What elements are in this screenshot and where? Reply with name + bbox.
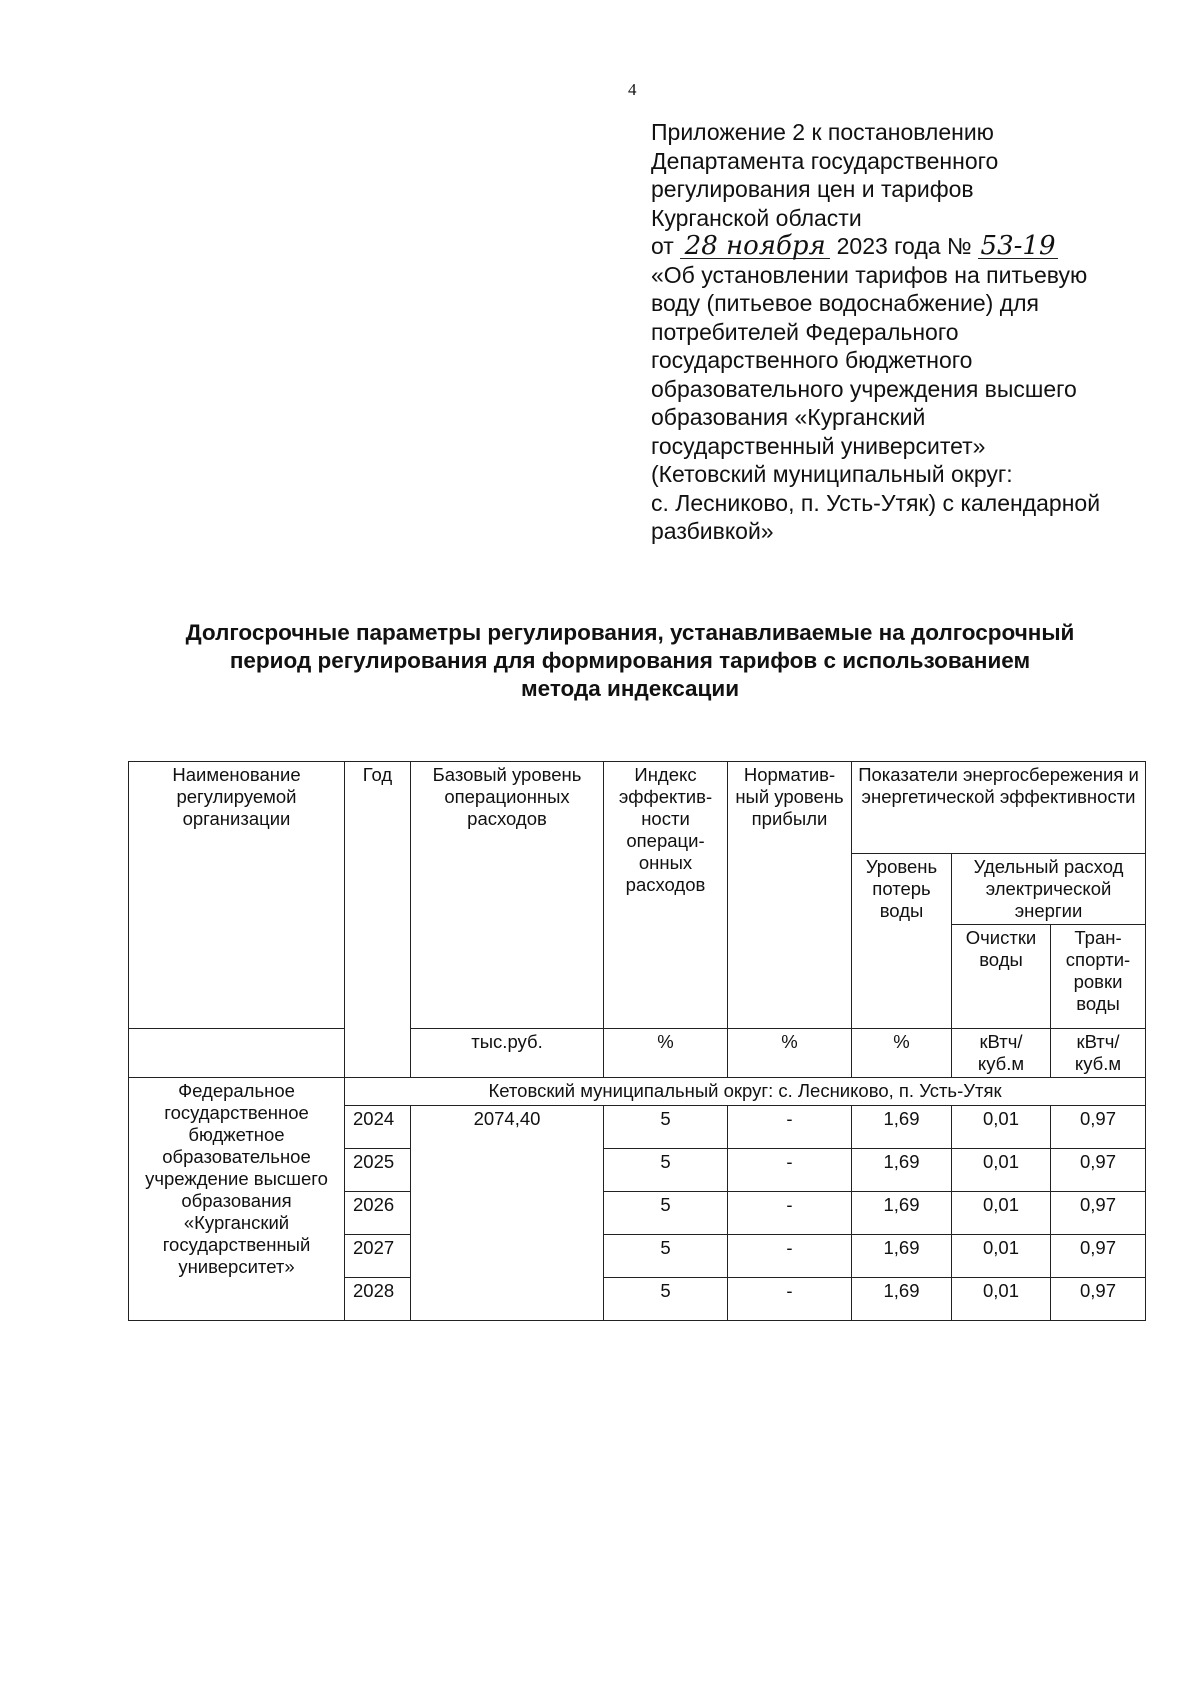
cleaning-cell: 0,01 bbox=[952, 1149, 1051, 1192]
losses-cell: 1,69 bbox=[852, 1149, 952, 1192]
cleaning-cell: 0,01 bbox=[952, 1192, 1051, 1235]
units-cleaning: кВтч/ куб.м bbox=[952, 1029, 1051, 1078]
page-number: 4 bbox=[628, 80, 637, 99]
appendix-line: (Кетовский муниципальный округ: bbox=[651, 461, 1013, 487]
appendix-block bbox=[651, 118, 1151, 546]
year-cell: 2024 bbox=[345, 1106, 411, 1149]
appendix-line: разбивкой» bbox=[651, 518, 774, 544]
profit-cell: - bbox=[728, 1192, 852, 1235]
profit-cell: - bbox=[728, 1235, 852, 1278]
header-losses: Уровень потерь воды bbox=[852, 854, 952, 1029]
parameters-table bbox=[128, 761, 1146, 1321]
appendix-line: образования «Курганский bbox=[651, 404, 926, 430]
header-base: Базовый уровень операционных расходов bbox=[411, 762, 604, 1029]
index-cell: 5 bbox=[604, 1278, 728, 1321]
appendix-line: «Об установлении тарифов на питьевую bbox=[651, 261, 1088, 288]
transport-cell: 0,97 bbox=[1051, 1106, 1146, 1149]
header-org: Наименование регулируемой организации bbox=[129, 762, 345, 1029]
title-line: период регулирования для формирования тарифов с использованием bbox=[229, 648, 1031, 673]
base-value-cell: 2074,40 bbox=[411, 1106, 604, 1321]
header-transport: Тран- спорти- ровки воды bbox=[1051, 925, 1146, 1029]
title-line: Долгосрочные параметры регулирования, устанавливаемые на долгосрочный bbox=[185, 620, 1075, 645]
appendix-line: с. Лесниково, п. Усть-Утяк) с календарной bbox=[651, 489, 1101, 516]
appendix-date-line bbox=[651, 232, 1151, 261]
transport-cell: 0,97 bbox=[1051, 1149, 1146, 1192]
header-electricity: Удельный расход электрической энергии bbox=[952, 854, 1146, 925]
units-index: % bbox=[604, 1029, 728, 1078]
year-cell: 2025 bbox=[345, 1149, 411, 1192]
appendix-line: воду (питьевое водоснабжение) для bbox=[651, 290, 1039, 316]
transport-cell: 0,97 bbox=[1051, 1278, 1146, 1321]
profit-cell: - bbox=[728, 1106, 852, 1149]
date-prefix: от bbox=[651, 233, 674, 259]
handwritten-number: 53-19 bbox=[978, 234, 1058, 259]
appendix-line: государственный университет» bbox=[651, 432, 986, 459]
units-profit: % bbox=[728, 1029, 852, 1078]
date-suffix: 2023 года № bbox=[836, 233, 972, 259]
region-name: Кетовский муниципальный округ: с. Лесниково, п. Усть-Утяк bbox=[345, 1078, 1146, 1106]
index-cell: 5 bbox=[604, 1106, 728, 1149]
appendix-line: Департамента государственного bbox=[651, 147, 999, 174]
cleaning-cell: 0,01 bbox=[952, 1278, 1051, 1321]
profit-cell: - bbox=[728, 1278, 852, 1321]
transport-cell: 0,97 bbox=[1051, 1235, 1146, 1278]
appendix-line: Курганской области bbox=[651, 204, 862, 231]
year-cell: 2027 bbox=[345, 1235, 411, 1278]
year-cell: 2026 bbox=[345, 1192, 411, 1235]
document-title bbox=[130, 619, 1130, 703]
losses-cell: 1,69 bbox=[852, 1192, 952, 1235]
appendix-line: государственного бюджетного bbox=[651, 347, 973, 373]
index-cell: 5 bbox=[604, 1235, 728, 1278]
header-index: Индекс эффектив- ности операци- онных расходов bbox=[604, 762, 728, 1029]
appendix-line: образовательного учреждения высшего bbox=[651, 375, 1077, 402]
units-losses: % bbox=[852, 1029, 952, 1078]
organization-name: Федеральное государственное бюджетное образовательное учреждение высшего образования «Курганский государственный университет» bbox=[129, 1078, 345, 1321]
header-cleaning: Очистки воды bbox=[952, 925, 1051, 1029]
header-energy: Показатели энергосбережения и энергетической эффективности bbox=[852, 762, 1146, 854]
cleaning-cell: 0,01 bbox=[952, 1106, 1051, 1149]
appendix-line: регулирования цен и тарифов bbox=[651, 176, 974, 202]
year-cell: 2028 bbox=[345, 1278, 411, 1321]
units-transport: кВтч/ куб.м bbox=[1051, 1029, 1146, 1078]
losses-cell: 1,69 bbox=[852, 1106, 952, 1149]
index-cell: 5 bbox=[604, 1192, 728, 1235]
index-cell: 5 bbox=[604, 1149, 728, 1192]
units-base: тыс.руб. bbox=[411, 1029, 604, 1078]
appendix-line: Приложение 2 к постановлению bbox=[651, 119, 994, 145]
losses-cell: 1,69 bbox=[852, 1278, 952, 1321]
header-year: Год bbox=[345, 762, 411, 1078]
cleaning-cell: 0,01 bbox=[952, 1235, 1051, 1278]
transport-cell: 0,97 bbox=[1051, 1192, 1146, 1235]
appendix-line: потребителей Федерального bbox=[651, 318, 959, 345]
losses-cell: 1,69 bbox=[852, 1235, 952, 1278]
header-profit: Норматив- ный уровень прибыли bbox=[728, 762, 852, 1029]
units-org bbox=[129, 1029, 345, 1078]
title-line: метода индексации bbox=[520, 676, 740, 701]
handwritten-date: 28 ноября bbox=[680, 234, 830, 259]
profit-cell: - bbox=[728, 1149, 852, 1192]
